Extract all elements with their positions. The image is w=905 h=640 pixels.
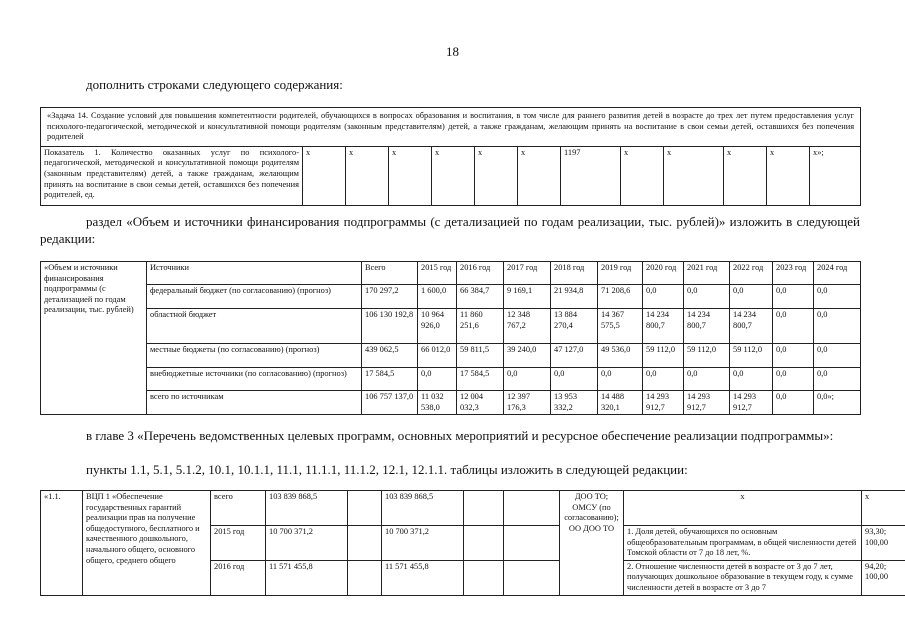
- header-cell: Всего: [362, 262, 418, 285]
- value-cell: x»;: [810, 146, 861, 205]
- header-cell: 2024 год: [814, 262, 861, 285]
- value-cell: 0,0: [643, 368, 684, 391]
- value-cell: 13 884 270,4: [551, 309, 598, 344]
- header-cell: 2016 год: [457, 262, 504, 285]
- page-number: 18: [446, 44, 459, 59]
- value-cell: 59 112,0: [730, 344, 773, 368]
- value-cell: 12 348 767,2: [504, 309, 551, 344]
- value-cell: 17 584,5: [362, 368, 418, 391]
- source-cell: всего по источникам: [147, 391, 362, 415]
- value-cell: 12 004 032,3: [457, 391, 504, 415]
- value-cell: 14 367 575,5: [598, 309, 643, 344]
- value-cell: x: [767, 146, 810, 205]
- value-cell: 14 234 800,7: [730, 309, 773, 344]
- header-cell: 2015 год: [418, 262, 457, 285]
- empty-cell: [348, 560, 382, 595]
- source-cell: местные бюджеты (по согласованию) (прогноз): [147, 344, 362, 368]
- value-cell: 0,0: [551, 368, 598, 391]
- header-cell: 2021 год: [684, 262, 730, 285]
- value-cell: 106 757 137,0: [362, 391, 418, 415]
- value-cell: 0,0: [418, 368, 457, 391]
- value-cell: 0,0»;: [814, 391, 861, 415]
- table-row: [41, 391, 861, 415]
- value-cell: x: [724, 146, 767, 205]
- value-cell: 0,0: [730, 285, 773, 309]
- table-row: [41, 368, 861, 391]
- header-cell: 2018 год: [551, 262, 598, 285]
- value-cell: 9 169,1: [504, 285, 551, 309]
- indicator-values: 93,30; 100,00: [862, 526, 905, 561]
- empty-cell: [464, 491, 504, 526]
- value-cell: 0,0: [814, 368, 861, 391]
- value-cell: 0,0: [814, 309, 861, 344]
- period-cell: всего: [211, 491, 266, 526]
- value-cell: 11 032 538,0: [418, 391, 457, 415]
- empty-cell: [504, 526, 560, 561]
- value-cell: 439 062,5: [362, 344, 418, 368]
- value-cell: 1 600,0: [418, 285, 457, 309]
- value-cell: x: [303, 146, 346, 205]
- intro-paragraph-3: в главе 3 «Перечень ведомственных целевых программ, основных мероприятий и ресурсное обеспечение реализации подпрограммы»:: [86, 428, 834, 443]
- value-cell: 0,0: [773, 391, 814, 415]
- value-cell: x: [389, 146, 432, 205]
- value-cell: 0,0: [684, 368, 730, 391]
- value-cell: 0,0: [773, 368, 814, 391]
- program-name: ВЦП 1 «Обеспечение государственных гарантий реализации прав на получение общедоступного, бесплатного и качественного дошкольного, начального общего, основного общего, среднего общего: [83, 491, 211, 596]
- intro-paragraph-4: пункты 1.1, 5.1, 5.1.2, 10.1, 10.1.1, 11.1, 11.1.1, 11.1.2, 12.1, 12.1.1. таблицы изложить в следующей редакции:: [86, 462, 688, 477]
- task-cell: «Задача 14. Создание условий для повышения компетентности родителей, обучающихся в вопросах образования и воспитания, в том числе для раннего развития детей в возрасте до трех лет путем предоставления услуг психолого-педагогической, методической и консультативной помощи родителям (законным представителям) детей, а также гражданам, желающим принять на воспитание в свои семьи детей, оставшихся без попечения родителей: [41, 108, 861, 147]
- value-cell: 10 964 926,0: [418, 309, 457, 344]
- source-cell: областной бюджет: [147, 309, 362, 344]
- value-cell: 11 860 251,6: [457, 309, 504, 344]
- value-cell: x: [664, 146, 724, 205]
- empty-cell: [348, 526, 382, 561]
- value-cell: 0,0: [773, 285, 814, 309]
- value-cell: 0,0: [504, 368, 551, 391]
- value-cell: 17 584,5: [457, 368, 504, 391]
- table-row: [41, 309, 861, 344]
- value-cell: 49 536,0: [598, 344, 643, 368]
- header-cell: 2022 год: [730, 262, 773, 285]
- value-cell: 39 240,0: [504, 344, 551, 368]
- value-cell: 106 130 192,8: [362, 309, 418, 344]
- value-cell: 14 293 912,7: [684, 391, 730, 415]
- value-cell: 0,0: [773, 309, 814, 344]
- value-cell: x: [621, 146, 664, 205]
- value-cell: 21 934,8: [551, 285, 598, 309]
- indicator-table: [40, 107, 861, 206]
- value-cell: 1197: [561, 146, 621, 205]
- value-cell: 0,0: [643, 285, 684, 309]
- value-cell: 14 488 320,1: [598, 391, 643, 415]
- fund-cell: 103 839 868,5: [382, 491, 464, 526]
- total-cell: 11 571 455,8: [266, 560, 348, 595]
- indicator-text: 2. Отношение численности детей в возрасте от 3 до 7 лет, получающих дошкольное образование в текущем году, к сумме численности детей в возрасте от 3 до 7: [624, 560, 862, 595]
- intro-paragraph-1: дополнить строками следующего содержания:: [86, 77, 343, 92]
- empty-cell: [464, 560, 504, 595]
- header-cell: 2019 год: [598, 262, 643, 285]
- value-cell: 66 384,7: [457, 285, 504, 309]
- value-cell: 66 012,0: [418, 344, 457, 368]
- value-cell: 59 112,0: [684, 344, 730, 368]
- source-cell: внебюджетные источники (по согласованию) (прогноз): [147, 368, 362, 391]
- header-cell: Источники: [147, 262, 362, 285]
- item-number: «1.1.: [41, 491, 83, 596]
- indicator-values: 94,20; 100,00: [862, 560, 905, 595]
- total-cell: 10 700 371,2: [266, 526, 348, 561]
- fund-cell: 10 700 371,2: [382, 526, 464, 561]
- source-cell: федеральный бюджет (по согласованию) (прогноз): [147, 285, 362, 309]
- value-cell: 14 234 800,7: [643, 309, 684, 344]
- table-row: [41, 285, 861, 309]
- indicator-text: 1. Доля детей, обучающихся по основным общеобразовательным программам, в общей численности детей Томской области от 7 до 18 лет, %.: [624, 526, 862, 561]
- empty-cell: [464, 526, 504, 561]
- financing-row-label: «Объем и источники финансирования подпрограммы (с детализацией по годам реализации, тыс. рублей): [41, 262, 147, 415]
- value-cell: 0,0: [598, 368, 643, 391]
- period-cell: 2015 год: [211, 526, 266, 561]
- value-cell: 12 397 176,3: [504, 391, 551, 415]
- value-cell: x: [518, 146, 561, 205]
- intro-paragraph-2: раздел «Объем и источники финансирования подпрограммы (с детализацией по годам реализации, тыс. рублей)» изложить в следующей редакции:: [40, 214, 860, 246]
- header-cell: 2023 год: [773, 262, 814, 285]
- value-cell: 0,0: [730, 368, 773, 391]
- value-cell: 0,0: [814, 344, 861, 368]
- period-cell: 2016 год: [211, 560, 266, 595]
- total-cell: 103 839 868,5: [266, 491, 348, 526]
- header-cell: 2020 год: [643, 262, 684, 285]
- value-cell: 59 811,5: [457, 344, 504, 368]
- value-cell: 59 112,0: [643, 344, 684, 368]
- value-cell: 47 127,0: [551, 344, 598, 368]
- value-cell: 170 297,2: [362, 285, 418, 309]
- empty-cell: [504, 560, 560, 595]
- table-row: [41, 344, 861, 368]
- empty-cell: [348, 491, 382, 526]
- indicator-cell: Показатель 1. Количество оказанных услуг по психолого-педагогической, методической и консультативной помощи родителям (законным представителям) детей, а также гражданам, желающим принять на воспитание в свои семьи детей, оставшихся без попечения родителей, ед.: [41, 146, 303, 205]
- header-cell: 2017 год: [504, 262, 551, 285]
- value-cell: 0,0: [814, 285, 861, 309]
- indicator-value-head: x: [862, 491, 905, 526]
- executor-cell: ДОО ТО; ОМСУ (по согласованию); ОО ДОО ТО: [560, 491, 624, 596]
- value-cell: 14 293 912,7: [643, 391, 684, 415]
- value-cell: 71 208,6: [598, 285, 643, 309]
- empty-cell: [504, 491, 560, 526]
- value-cell: x: [346, 146, 389, 205]
- financing-table: [40, 261, 861, 415]
- fund-cell: 11 571 455,8: [382, 560, 464, 595]
- value-cell: x: [432, 146, 475, 205]
- value-cell: 0,0: [684, 285, 730, 309]
- value-cell: 14 234 800,7: [684, 309, 730, 344]
- value-cell: 0,0: [773, 344, 814, 368]
- value-cell: 14 293 912,7: [730, 391, 773, 415]
- program-table: [40, 490, 905, 596]
- value-cell: x: [475, 146, 518, 205]
- value-cell: 13 953 332,2: [551, 391, 598, 415]
- indicator-head: x: [624, 491, 862, 526]
